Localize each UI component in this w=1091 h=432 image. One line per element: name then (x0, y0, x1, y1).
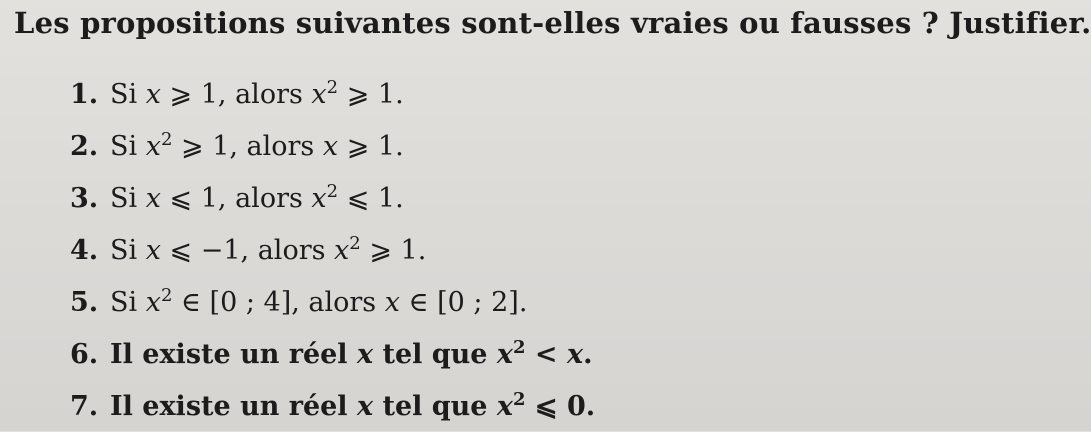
proposition-text: Il existe un réel x tel que $x^2$ ⩽ 0. (110, 388, 596, 422)
proposition-2 (70, 120, 595, 172)
proposition-number: 7. (70, 390, 99, 422)
proposition-number: 5. (70, 286, 99, 318)
proposition-number: 2. (70, 130, 99, 162)
proposition-6 (70, 328, 595, 380)
proposition-list (70, 68, 595, 432)
proposition-number: 6. (70, 338, 99, 370)
proposition-text: Il existe un réel x tel que $x^2 < x$. (110, 336, 593, 370)
proposition-5 (70, 276, 595, 328)
proposition-text: Si $x^2$ ⩾ 1, alors x ⩾ 1. (110, 128, 404, 162)
exercise-title: Les propositions suivantes sont-elles vraies ou fausses ? Justifier. (14, 6, 1091, 40)
proposition-4 (70, 224, 595, 276)
proposition-number: 4. (70, 234, 99, 266)
proposition-number: 3. (70, 182, 99, 214)
proposition-text: Si x ⩾ 1, alors $x^2$ ⩾ 1. (110, 76, 404, 110)
proposition-text: Si x ⩽ 1, alors $x^2$ ⩽ 1. (110, 180, 404, 214)
proposition-text: Si $x^2$ ∈ [0 ; 4], alors x ∈ [0 ; 2]. (110, 284, 528, 318)
proposition-7 (70, 380, 595, 432)
proposition-3 (70, 172, 595, 224)
proposition-text: Si x ⩽ −1, alors $x^2$ ⩾ 1. (110, 232, 427, 266)
proposition-number: 1. (70, 78, 99, 110)
proposition-1 (70, 68, 595, 120)
